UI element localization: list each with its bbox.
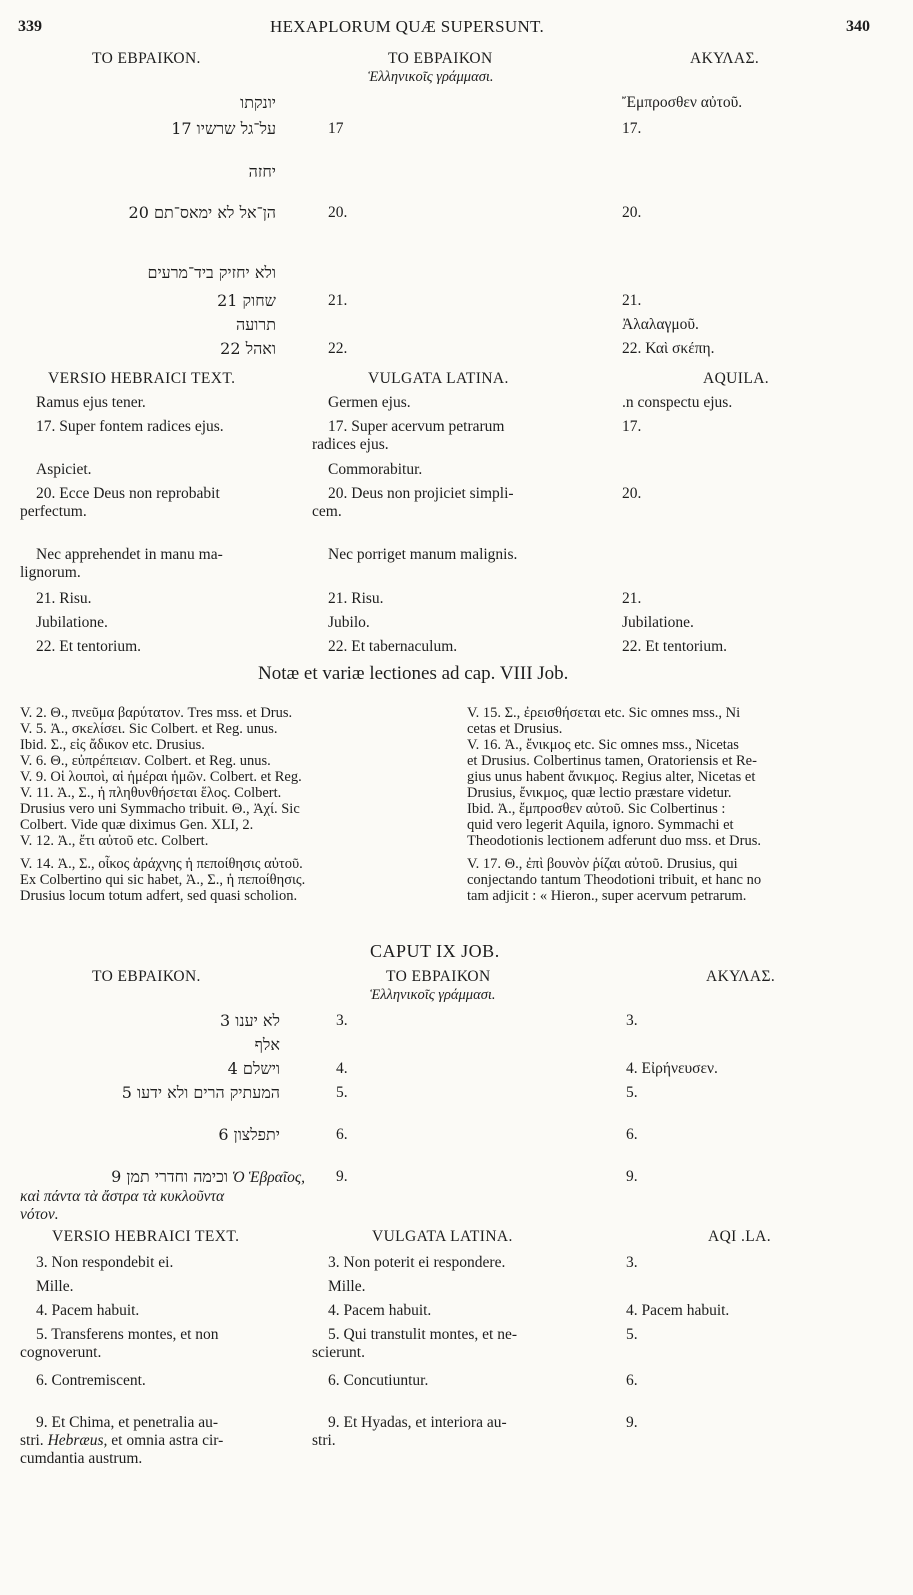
aquila-latin-line: 22. Et tentorium. [622, 638, 728, 655]
note-line: tam adjicit : « Hieron., super acervum petrarum. [467, 888, 747, 904]
note-line: Drusius, ἔνικμος, quæ lectio præstare videtur. [467, 785, 732, 801]
vulgata-line: Mille. [328, 1278, 366, 1295]
note-line: V. 14. Ἀ., Σ., οἶκος ἀράχνης ἡ πεποίθησις αὐτοῦ. [20, 856, 303, 872]
vulgata-line: 9. Et Hyadas, et interiora au- [328, 1414, 507, 1431]
aquila-line: 20. [622, 204, 642, 221]
aquila-column-heading: ΑΚΥΛΑΣ. [690, 50, 760, 67]
transliteration-line: 4. [336, 1060, 348, 1077]
transliteration-line: 22. [328, 340, 348, 357]
note-line: V. 15. Σ., ἐρεισθήσεται etc. Sic omnes mss., Ni [467, 705, 741, 721]
notes-left-column [20, 705, 450, 904]
versio-line: 3. Non respondebit ei. [36, 1254, 174, 1271]
hebrew-line-verse9 [20, 1168, 305, 1187]
versio-line: Ramus ejus tener. [36, 394, 146, 411]
hebrew-line: ואהל 22 [220, 339, 276, 358]
note-line: V. 9. Οἱ λοιποὶ, αἱ ἡμέραι ἡμῶν. Colbert. et Reg. [20, 769, 302, 785]
note-line: gius unus habent ἄνικμος. Regius alter, Nicetas et [467, 769, 756, 785]
note-line: Ibid. Σ., εἰς ἄδικον etc. Drusius. [20, 737, 205, 753]
note-line: V. 17. Θ., ἐπὶ βουνὸν ῥίζαι αὐτοῦ. Drusius, qui [467, 856, 738, 872]
vulgata-line: 5. Qui transtulit montes, et ne- [328, 1326, 517, 1343]
vulgata-line: radices ejus. [312, 436, 389, 453]
hebrew-line: תרועה [236, 315, 276, 334]
hebrew-line: לא יענו 3 [220, 1011, 280, 1030]
transliteration-line: 21. [328, 292, 348, 309]
aquila-line: 6. [626, 1126, 638, 1143]
vulgata-heading: VULGATA LATINA. [368, 370, 509, 387]
versio-line: 20. Ecce Deus non reprobabit [36, 485, 220, 502]
versio-text: stri. [20, 1432, 44, 1449]
aquila-column-heading: ΑΚΥΛΑΣ. [706, 968, 776, 985]
versio-line: 5. Transferens montes, et non [36, 1326, 219, 1343]
note-line: Ibid. Ἀ., ἔμπροσθεν αὐτοῦ. Sic Colbertinus : [467, 801, 726, 817]
transliteration-line: 20. [328, 204, 348, 221]
aquila-latin-line: 5. [626, 1326, 638, 1343]
versio-line: 6. Contremiscent. [36, 1372, 146, 1389]
vulgata-line: 22. Et tabernaculum. [328, 638, 458, 655]
vulgata-line: 3. Non poterit ei respondere. [328, 1254, 506, 1271]
hebrew-greek-letters-subheading: Ἑλληνικοῖς γράμμασι. [368, 69, 494, 85]
greek-line: νότον. [20, 1206, 59, 1223]
note-line: V. 5. Ἀ., σκελίσει. Sic Colbert. et Reg. unus. [20, 721, 278, 737]
versio-line: lignorum. [20, 564, 81, 581]
note-line: V. 16. Ἀ., ἔνικμος etc. Sic omnes mss., Nicetas [467, 737, 739, 753]
transliteration-line: 5. [336, 1084, 348, 1101]
vulgata-line: Nec porriget manum malignis. [328, 546, 518, 563]
note-line: Theodotionis lectionem adferunt duo mss. et Drus. [467, 833, 761, 849]
vulgata-line: Germen ejus. [328, 394, 411, 411]
note-line: V. 6. Θ., εὐπρέπειαν. Colbert. et Reg. unus. [20, 753, 271, 769]
versio-line: 9. Et Chima, et penetralia au- [36, 1414, 219, 1431]
hebrew-greek-letters-heading: ΤΟ ΕΒΡΑΙΚΟΝ [386, 968, 491, 985]
aquila-line: Ἔμπροσθεν αὐτοῦ. [622, 94, 743, 111]
page-number-left: 339 [18, 18, 42, 35]
versio-line: Jubilatione. [36, 614, 108, 631]
aquila-line: 4. Εἰρήνευσεν. [626, 1060, 718, 1077]
aquila-line: 21. [622, 292, 642, 309]
aquila-line: 9. [626, 1168, 638, 1185]
aquila-line: 5. [626, 1084, 638, 1101]
versio-line: cognoverunt. [20, 1344, 102, 1361]
note-line: cetas et Drusius. [467, 721, 563, 737]
aquila-line: 22. Καὶ σκέπη. [622, 340, 715, 357]
greek-line: καὶ πάντα τὰ ἄστρα τὰ κυκλοῦντα [20, 1188, 225, 1205]
aquila-latin-heading: AQI .LA. [708, 1228, 772, 1245]
aquila-latin-line: 4. Pacem habuit. [626, 1302, 730, 1319]
versio-line: Aspiciet. [36, 461, 92, 478]
aquila-latin-heading: AQUILA. [703, 370, 770, 387]
versio-line: 21. Risu. [36, 590, 92, 607]
versio-text: et omnia astra cir- [111, 1432, 224, 1449]
note-line: Colbert. Vide quæ diximus Gen. XLI, 2. [20, 817, 254, 833]
hebrew-line: יחזה [248, 162, 276, 181]
vulgata-line: stri. [312, 1432, 336, 1449]
note-line: et Drusius. Colbertinus tamen, Oratoriensis et Re- [467, 753, 757, 769]
note-line: V. 2. Θ., πνεῦμα βαρύτατον. Tres mss. et Drus. [20, 705, 293, 721]
transliteration-line: 6. [336, 1126, 348, 1143]
aquila-latin-line: 21. [622, 590, 642, 607]
notes-title: Notæ et variæ lectiones ad cap. VIII Job. [258, 663, 569, 684]
hebrew-line: יתפלצון 6 [218, 1125, 280, 1144]
vulgata-heading: VULGATA LATINA. [372, 1228, 513, 1245]
vulgata-line: cem. [312, 503, 342, 520]
aquila-latin-line: 20. [622, 485, 642, 502]
aquila-line: 17. [622, 120, 642, 137]
versio-line: 17. Super fontem radices ejus. [36, 418, 224, 435]
hebrew-line: המעתיק הרים ולא ידעו 5 [121, 1083, 280, 1102]
vulgata-line: 4. Pacem habuit. [328, 1302, 432, 1319]
note-line: V. 11. Ἀ., Σ., ἡ πληθυνθήσεται ἕλος. Colbert. [20, 785, 282, 801]
hebrew-column-heading: ΤΟ ΕΒΡΑΙΚΟΝ. [92, 968, 201, 985]
hebrew-line: שחוק 21 [217, 291, 276, 310]
greek-text: Ὁ Ἑβραῖος, [231, 1169, 305, 1186]
vulgata-line: Commorabitur. [328, 461, 423, 478]
hebrew-greek-letters-subheading: Ἑλληνικοῖς γράμμασι. [370, 987, 496, 1003]
hebrew-text: 9 וכימה וחדרי תמן [111, 1167, 229, 1186]
running-title: HEXAPLORUM QUÆ SUPERSUNT. [270, 17, 545, 36]
versio-line: Nec apprehendet in manu ma- [36, 546, 223, 563]
hebrew-line: ולא יחזיק ביד־מרעים [147, 263, 276, 282]
transliteration-line: 9. [336, 1168, 348, 1185]
hebrew-line: יונקתו [240, 93, 276, 112]
hebrew-line: על־גל שרשיו 17 [171, 119, 276, 138]
vulgata-line: scierunt. [312, 1344, 365, 1361]
vulgata-line: 6. Concutiuntur. [328, 1372, 429, 1389]
aquila-line: 3. [626, 1012, 638, 1029]
hebrew-line: הן־אל לא ימאס־תם 20 [128, 203, 276, 222]
vulgata-line: 21. Risu. [328, 590, 384, 607]
note-line: conjectando tantum Theodotioni tribuit, et hanc no [467, 872, 762, 888]
hebrew-greek-letters-heading: ΤΟ ΕΒΡΑΙΚΟΝ [388, 50, 493, 67]
versio-line: 4. Pacem habuit. [36, 1302, 140, 1319]
transliteration-line: 17 [328, 120, 344, 137]
transliteration-line: 3. [336, 1012, 348, 1029]
page-number-right: 340 [846, 18, 870, 35]
versio-line: 22. Et tentorium. [36, 638, 142, 655]
versio-line-wrap [20, 1432, 223, 1450]
versio-heading: VERSIO HEBRAICI TEXT. [52, 1228, 240, 1245]
versio-heading: VERSIO HEBRAICI TEXT. [48, 370, 236, 387]
hebrew-line: אלף [254, 1035, 280, 1054]
note-line: Ex Colbertino qui sic habet, Ἀ., Σ., ἡ πεποίθησις. [20, 872, 306, 888]
vulgata-line: 17. Super acervum petrarum [328, 418, 505, 435]
aquila-latin-line: 3. [626, 1254, 638, 1271]
note-line: Drusius vero uni Symmacho tribuit. Θ., Ἀχί. Sic [20, 801, 300, 817]
hebrew-line: וישלם 4 [227, 1059, 280, 1078]
aquila-latin-line: Jubilatione. [622, 614, 694, 631]
note-line: quid vero legerit Aquila, ignoro. Symmachi et [467, 817, 734, 833]
note-line: Drusius locum totum adfert, sed quasi scholion. [20, 888, 298, 904]
versio-line: Mille. [36, 1278, 74, 1295]
aquila-latin-line: 17. [622, 418, 642, 435]
vulgata-line: 20. Deus non projiciet simpli- [328, 485, 514, 502]
hebraeus-label: Hebræus, [47, 1432, 108, 1449]
notes-right-column [467, 705, 897, 904]
aquila-latin-line: 6. [626, 1372, 638, 1389]
aquila-latin-line: 9. [626, 1414, 638, 1431]
aquila-line: Ἀλαλαγμοῦ. [622, 316, 699, 333]
versio-line: cumdantia austrum. [20, 1450, 143, 1467]
hebrew-column-heading: ΤΟ ΕΒΡΑΙΚΟΝ. [92, 50, 201, 67]
note-line: V. 12. Ἀ., ἔτι αὐτοῦ etc. Colbert. [20, 833, 209, 849]
aquila-latin-line: .n conspectu ejus. [622, 394, 733, 411]
versio-line: perfectum. [20, 503, 87, 520]
vulgata-line: Jubilo. [328, 614, 370, 631]
chapter-title: CAPUT IX JOB. [370, 941, 500, 961]
